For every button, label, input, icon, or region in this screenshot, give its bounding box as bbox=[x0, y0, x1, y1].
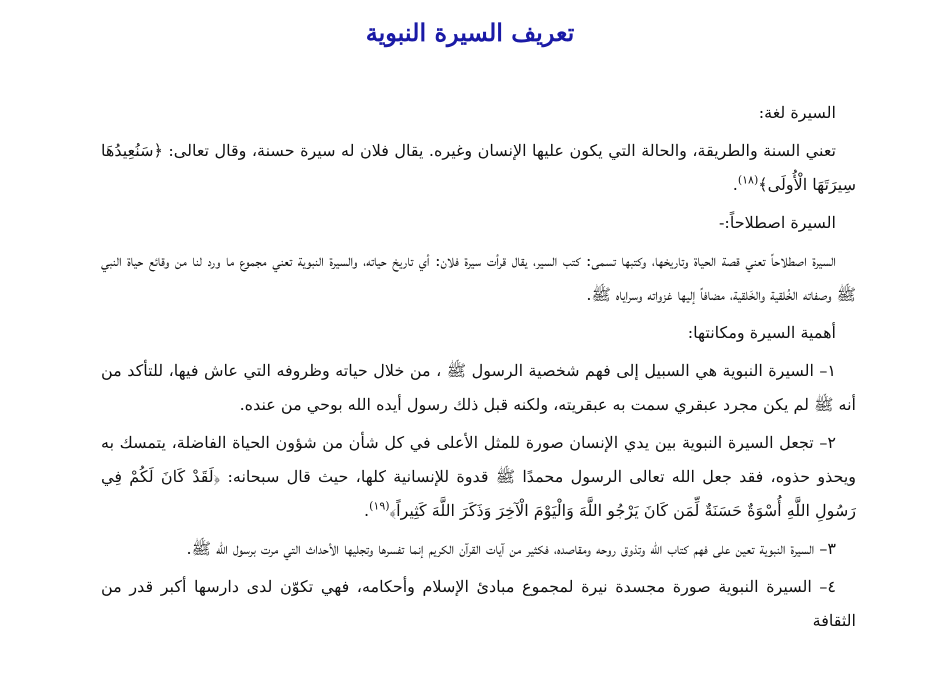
lugha-text: تعني السنة والطريقة، والحالة التي يكون عليها الإنسان وغيره. يقال فلان له سيرة حسنة، وقال تعالى: ﴿سَنُعِيدُهَا سِيرَتَهَا الْأُولَى﴾ bbox=[101, 141, 856, 194]
importance-point-1: ١– السيرة النبوية هي السبيل إلى فهم شخصية الرسول ﷺ ، من خلال حياته وظروفه التي عاش فيها، للتأكد من أنه ﷺ لم يكن مجرد عبقري سمت به عبقريته، ولكنه قبل ذلك رسول أيده الله بوحي من عنده. bbox=[101, 361, 856, 414]
istilah-text-1: السيرة اصطلاحاً تعني قصة الحياة وتاريخها، وكتبها تسمى: كتب السير، يقال قرأت سيرة فلان: أي تاريخ حياته، bbox=[363, 251, 837, 270]
lugha-heading: السيرة لغة: bbox=[758, 103, 836, 122]
istilah-paragraph bbox=[101, 244, 856, 312]
document-body bbox=[101, 96, 856, 642]
page-title: تعريف السيرة النبوية bbox=[365, 18, 575, 47]
importance-heading: أهمية السيرة ومكانتها: bbox=[687, 323, 836, 342]
footnote-ref-19: (١٩) bbox=[369, 499, 390, 513]
istilah-heading: السيرة اصطلاحاً:- bbox=[719, 213, 836, 232]
importance-point-4: ٤– السيرة النبوية صورة مجسدة نيرة لمجموع مبادئ الإسلام وأحكامه، فهي تكوّن لدى دارسها أكبر قدر من الثقافة bbox=[101, 577, 856, 630]
footnote-ref-18: (١٨) bbox=[737, 173, 759, 187]
lugha-paragraph: تعني السنة والطريقة، والحالة التي يكون عليها الإنسان وغيره. يقال فلان له سيرة حسنة، وقال تعالى: ﴿سَنُعِيدُهَا سِيرَتَهَا الْأُولَى﴾$^{(١٨)}$. bbox=[101, 141, 856, 194]
point-2-text: ٢– تجعل السيرة النبوية بين يدي الإنسان صورة للمثل الأعلى في كل شأن من شؤون الحياة الفاضلة، يتمسك به ويحذو حذوه، فقد جعل الله تعالى الرسول محمدًا ﷺ قدوة للإنسانية كلها، حيث قال سبحانه: ﴿لَقَدْ كَانَ لَكُمْ فِي رَسُولِ اللَّهِ أُسْوَةٌ حَسَنَةٌ لِّمَن كَانَ يَرْجُو اللَّهَ وَالْيَوْمَ الْآخِرَ وَذَكَرَ اللَّهَ كَثِيراً﴾ bbox=[101, 433, 856, 520]
istilah-text-2: والسيرة النبوية تعني مجموع ما ورد لنا من وقائع حياة النبي ﷺ وصفاته الخُلقية والخَلقية، مضافاً إليها غزواته وسراياه ﷺ. bbox=[101, 251, 856, 304]
importance-point-2: ٢– تجعل السيرة النبوية بين يدي الإنسان صورة للمثل الأعلى في كل شأن من شؤون الحياة الفاضلة، يتمسك به ويحذو حذوه، فقد جعل الله تعالى الرسول محمدًا ﷺ قدوة للإنسانية كلها، حيث قال سبحانه: ﴿لَقَدْ كَانَ لَكُمْ فِي رَسُولِ اللَّهِ أُسْوَةٌ حَسَنَةٌ لِّمَن كَانَ يَرْجُو اللَّهَ وَالْيَوْمَ الْآخِرَ وَذَكَرَ اللَّهَ كَثِيراً﴾$^{(١٩)}$. bbox=[101, 433, 856, 520]
importance-point-3: ٣– السيرة النبوية تعين على فهم كتاب الله وتذوق روحه ومقاصده، فكثير من آيات القرآن الكريم إنما تفسرها وتجليها الأحداث التي مرت برسول الله ﷺ. bbox=[186, 539, 836, 558]
